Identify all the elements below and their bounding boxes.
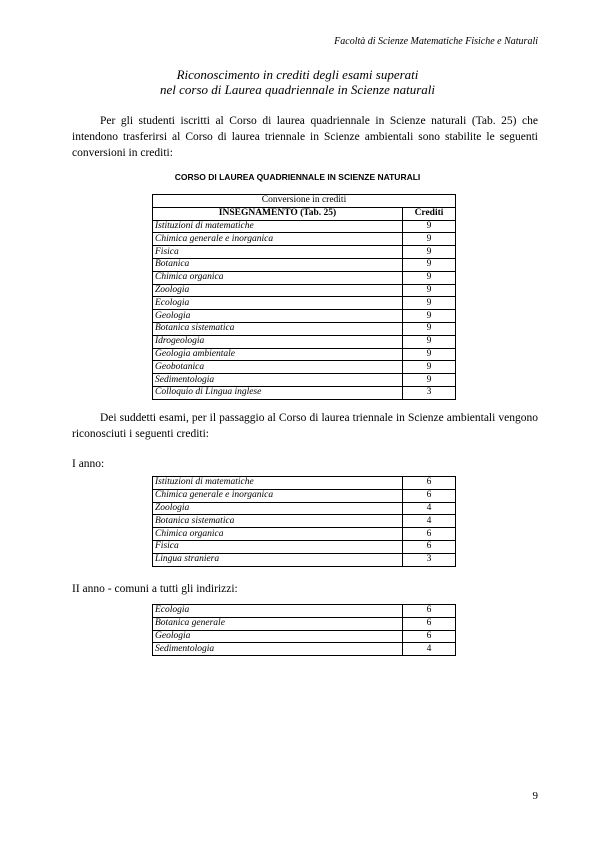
table-row <box>153 477 456 490</box>
course-name: Geologia <box>153 310 403 323</box>
table-row <box>153 310 456 323</box>
table-row <box>153 220 456 233</box>
credit-value: 4 <box>403 515 456 528</box>
course-name: Botanica sistematica <box>153 322 403 335</box>
table-row <box>153 246 456 259</box>
table-row <box>153 271 456 284</box>
table-row <box>153 617 456 630</box>
table-row <box>153 258 456 271</box>
year1-table <box>152 476 456 567</box>
course-name: Colloquio di Lingua inglese <box>153 386 403 399</box>
credit-value: 9 <box>403 246 456 259</box>
course-name: Chimica organica <box>153 528 403 541</box>
credit-value: 9 <box>403 220 456 233</box>
credit-value: 9 <box>403 322 456 335</box>
course-name: Sedimentologia <box>153 643 403 656</box>
credit-value: 6 <box>403 630 456 643</box>
credit-value: 6 <box>403 540 456 553</box>
table-subheader: Conversione in crediti <box>153 195 456 208</box>
page-title <box>0 67 595 97</box>
table-row <box>153 630 456 643</box>
table-row <box>153 553 456 566</box>
credit-value: 4 <box>403 502 456 515</box>
title-line-1: Riconoscimento in crediti degli esami superati <box>176 67 419 82</box>
transfer-paragraph: Dei suddetti esami, per il passaggio al Corso di laurea triennale in Scienze ambientali vengono riconosciuti i seguenti crediti: <box>72 412 538 440</box>
course-name: Chimica generale e inorganica <box>153 489 403 502</box>
course-name: Idrogeologia <box>153 335 403 348</box>
course-name: Ecologia <box>153 605 403 618</box>
credit-value: 9 <box>403 335 456 348</box>
credit-value: 9 <box>403 374 456 387</box>
credit-value: 9 <box>403 361 456 374</box>
table-row <box>153 335 456 348</box>
credit-value: 3 <box>426 554 432 565</box>
table-row <box>153 515 456 528</box>
credit-value: 6 <box>403 489 456 502</box>
table-row <box>153 233 456 246</box>
course-name: Zoologia <box>153 284 403 297</box>
course-name: Botanica sistematica <box>153 515 403 528</box>
course-name: Botanica <box>153 258 403 271</box>
credit-value: 9 <box>403 284 456 297</box>
table-row <box>153 489 456 502</box>
column-header-course: INSEGNAMENTO (Tab. 25) <box>153 207 403 220</box>
course-name: Fisica <box>153 540 403 553</box>
title-line-2: nel corso di Laurea quadriennale in Scienze naturali <box>159 82 436 97</box>
course-name: Chimica organica <box>153 271 403 284</box>
course-name: Geologia ambientale <box>153 348 403 361</box>
credit-value: 4 <box>426 643 432 654</box>
credit-value: 6 <box>403 605 456 618</box>
course-name: Zoologia <box>153 502 403 515</box>
credit-value: 9 <box>403 258 456 271</box>
credit-value: 9 <box>403 233 456 246</box>
column-header-credits: Crediti <box>403 207 456 220</box>
table-row <box>153 374 456 387</box>
table-row <box>153 502 456 515</box>
credit-value: 6 <box>403 617 456 630</box>
credit-value: 6 <box>403 528 456 541</box>
table-row <box>153 284 456 297</box>
credit-value: 6 <box>403 477 456 490</box>
table-row <box>153 361 456 374</box>
table-row <box>153 348 456 361</box>
table-row <box>153 605 456 618</box>
table-caption: CORSO DI LAUREA QUADRIENNALE IN SCIENZE NATURALI <box>174 172 421 182</box>
table-row <box>153 297 456 310</box>
course-name: Botanica generale <box>153 617 403 630</box>
year2-label: II anno - comuni a tutti gli indirizzi: <box>72 583 238 595</box>
credit-value: 9 <box>403 297 456 310</box>
credit-value: 9 <box>403 348 456 361</box>
course-name: Fisica <box>153 246 403 259</box>
course-name: Chimica generale e inorganica <box>153 233 403 246</box>
course-name: Lingua straniera <box>153 553 403 566</box>
course-name: Geologia <box>153 630 403 643</box>
year1-label: I anno: <box>72 458 105 470</box>
running-head: Facoltà di Scienze Matematiche Fisiche e Naturali <box>334 36 538 47</box>
credit-value: 9 <box>403 271 456 284</box>
table-row <box>153 540 456 553</box>
table-row <box>153 386 456 399</box>
course-name: Istituzioni di matematiche <box>153 220 403 233</box>
intro-paragraph: Per gli studenti iscritti al Corso di laurea quadriennale in Scienze naturali (Tab. 25) che intendono trasferirsi al Corso di laurea triennale in Scienze ambientali sono stabilite le seguenti conversioni in crediti: <box>72 115 538 159</box>
table-row <box>153 322 456 335</box>
course-name: Ecologia <box>153 297 403 310</box>
credit-value: 9 <box>403 310 456 323</box>
table-row <box>153 643 456 656</box>
year2-table <box>152 604 456 656</box>
credit-value: 3 <box>426 387 432 398</box>
course-name: Sedimentologia <box>153 374 403 387</box>
page-number: 9 <box>532 790 538 802</box>
course-name: Istituzioni di matematiche <box>153 477 403 490</box>
course-name: Geobotanica <box>153 361 403 374</box>
conversion-table <box>152 194 456 400</box>
table-row <box>153 528 456 541</box>
